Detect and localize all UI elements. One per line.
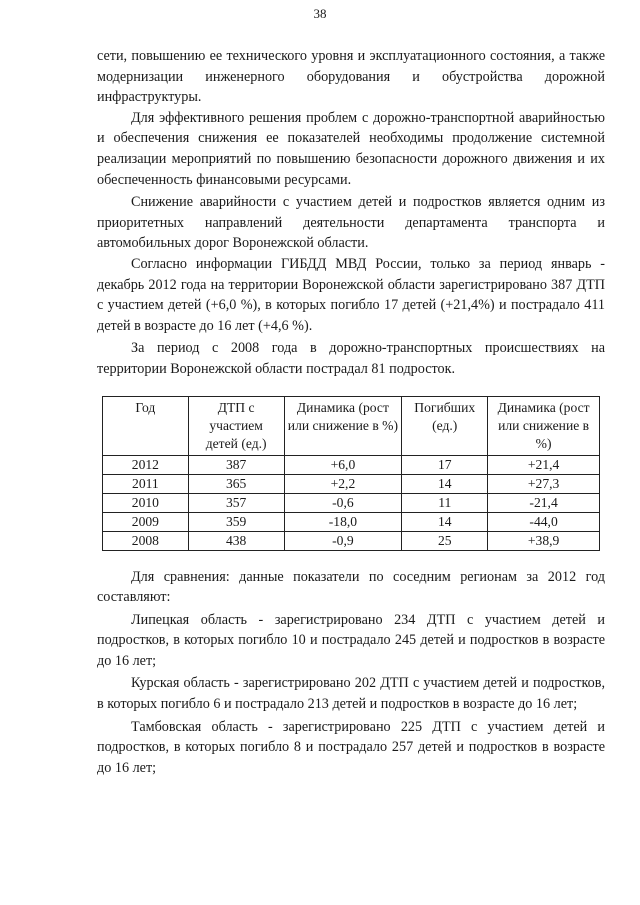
column-header-year: Год <box>103 396 189 455</box>
table-cell: 387 <box>188 455 284 474</box>
table-cell: 2010 <box>103 493 189 512</box>
statistics-table <box>102 396 600 551</box>
table-row <box>103 474 600 493</box>
table-row <box>103 531 600 550</box>
table-cell: 25 <box>402 531 488 550</box>
table-cell: -18,0 <box>284 512 402 531</box>
column-header-deaths: Погибших (ед.) <box>402 396 488 455</box>
paragraph: сети, повышению ее технического уровня и эксплуатационного состояния, а также модернизации инженерного оборудования и обустройства дорожной инфраструктуры. <box>97 48 605 106</box>
paragraph: Липецкая область - зарегистрировано 234 ДТП с участием детей и подростков, в которых погибло 10 и пострадало 245 детей и подростков в возрасте до 16 лет; <box>97 611 605 669</box>
table-cell: +6,0 <box>284 455 402 474</box>
table-cell: 2008 <box>103 531 189 550</box>
table-row <box>103 493 600 512</box>
table-cell: 17 <box>402 455 488 474</box>
table-cell: 357 <box>188 493 284 512</box>
table-cell: +27,3 <box>488 474 600 493</box>
column-header-deaths-dynamics: Динамика (рост или снижение в %) <box>488 396 600 455</box>
table-cell: +38,9 <box>488 531 600 550</box>
table-cell: 2012 <box>103 455 189 474</box>
table-cell: +21,4 <box>488 455 600 474</box>
paragraph: Для сравнения: данные показатели по соседним регионам за 2012 год составляют: <box>97 568 605 606</box>
table-cell: 14 <box>402 512 488 531</box>
table-cell: -0,6 <box>284 493 402 512</box>
column-header-accidents: ДТП с участием детей (ед.) <box>188 396 284 455</box>
table-cell: -21,4 <box>488 493 600 512</box>
table-row <box>103 455 600 474</box>
table-cell: -0,9 <box>284 531 402 550</box>
table-cell: -44,0 <box>488 512 600 531</box>
document-body <box>97 46 605 778</box>
table-cell: 2011 <box>103 474 189 493</box>
table-cell: 438 <box>188 531 284 550</box>
page-number: 38 <box>313 6 327 21</box>
table-header-row <box>103 396 600 455</box>
paragraph: Снижение аварийности с участием детей и подростков является одним из приоритетных направлений деятельности департамента транспорта и автомобильных дорог Воронежской области. <box>97 194 605 252</box>
table-cell: 2009 <box>103 512 189 531</box>
table-cell: 365 <box>188 474 284 493</box>
table-row <box>103 512 600 531</box>
table-cell: 11 <box>402 493 488 512</box>
paragraph: Для эффективного решения проблем с дорожно-транспортной аварийностью и обеспечения снижения ее показателей необходимы продолжение системной реализации мероприятий по повышению безопасности дорожного движения и их обеспеченность финансовыми ресурсами. <box>97 109 605 188</box>
paragraph: Курская область - зарегистрировано 202 ДТП с участием детей и подростков, в которых погибло 6 и пострадало 213 детей и подростков в возрасте до 16 лет; <box>97 675 605 713</box>
column-header-accidents-dynamics: Динамика (рост или снижение в %) <box>284 396 402 455</box>
paragraph: Тамбовская область - зарегистрировано 225 ДТП с участием детей и подростков, в которых погибло 8 и пострадало 257 детей и подростков в возрасте до 16 лет; <box>97 718 605 776</box>
table-cell: 359 <box>188 512 284 531</box>
paragraph: За период с 2008 года в дорожно-транспортных происшествиях на территории Воронежской области пострадал 81 подросток. <box>97 340 605 377</box>
table-cell: 14 <box>402 474 488 493</box>
table-cell: +2,2 <box>284 474 402 493</box>
paragraph: Согласно информации ГИБДД МВД России, только за период январь - декабрь 2012 года на территории Воронежской области зарегистрировано 387 ДТП с участием детей (+6,0 %), в которых погибло 17 детей (+21,4%) и пострадало 411 детей в возрасте до 16 лет (+4,6 %). <box>97 255 605 334</box>
